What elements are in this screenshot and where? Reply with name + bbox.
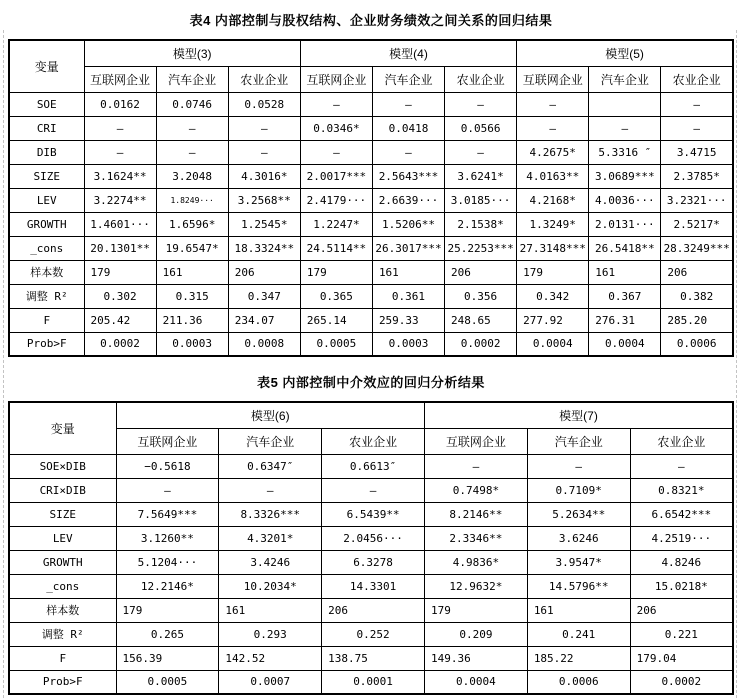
table-row [9,140,733,164]
value-cell: 3.4246 [219,550,322,574]
value-cell: 6.6542*** [630,502,733,526]
company-type-header: 互联网企业 [517,66,589,92]
regression-table-4 [8,39,734,357]
value-cell: 27.3148*** [517,236,589,260]
value-cell: 0.209 [424,622,527,646]
value-cell: 20.1301** [84,236,156,260]
value-cell: 179.04 [630,646,733,670]
value-cell: 4.9836* [424,550,527,574]
variable-column-header: 变量 [9,402,116,454]
value-cell: 161 [589,260,661,284]
value-cell: 10.2034* [219,574,322,598]
row-label: 样本数 [9,598,116,622]
value-cell: — [445,92,517,116]
value-cell: — [156,140,228,164]
value-cell: 3.2274** [84,188,156,212]
company-type-header: 互联网企业 [84,66,156,92]
value-cell: 205.42 [84,308,156,332]
regression-table-5 [8,401,734,695]
value-cell: 277.92 [517,308,589,332]
table-row [9,622,733,646]
value-cell: — [517,116,589,140]
value-cell: 206 [228,260,300,284]
value-cell: 185.22 [527,646,630,670]
value-cell: 179 [300,260,372,284]
company-type-header: 农业企业 [322,428,425,454]
model-group-header: 模型(7) [424,402,733,428]
value-cell: 5.3316 ″ [589,140,661,164]
company-type-header: 汽车企业 [589,66,661,92]
value-cell: 149.36 [424,646,527,670]
row-label: 样本数 [9,260,84,284]
value-cell: 206 [630,598,733,622]
value-cell: 0.221 [630,622,733,646]
value-cell: 276.31 [589,308,661,332]
value-cell: 1.8249··· [156,188,228,212]
value-cell: 4.2168* [517,188,589,212]
value-cell: 179 [517,260,589,284]
row-label: LEV [9,526,116,550]
value-cell: — [661,116,733,140]
model-group-header: 模型(3) [84,40,300,66]
value-cell: 6.5439** [322,502,425,526]
value-cell: — [527,454,630,478]
table-row [9,502,733,526]
value-cell: — [589,116,661,140]
value-cell: 206 [445,260,517,284]
table-row [9,478,733,502]
value-cell: 4.2675* [517,140,589,164]
value-cell: 0.0005 [116,670,219,694]
value-cell: 1.3249* [517,212,589,236]
row-label: F [9,308,84,332]
company-type-header: 互联网企业 [116,428,219,454]
value-cell: 0.0002 [445,332,517,356]
value-cell: 234.07 [228,308,300,332]
value-cell: 3.0689*** [589,164,661,188]
value-cell: 3.2321··· [661,188,733,212]
value-cell: 0.0004 [424,670,527,694]
value-cell: 161 [156,260,228,284]
value-cell: 0.0004 [517,332,589,356]
value-cell: 0.367 [589,284,661,308]
value-cell: 2.0017*** [300,164,372,188]
value-cell: 2.3785* [661,164,733,188]
value-cell: — [84,140,156,164]
table-row [9,670,733,694]
table-row [9,646,733,670]
value-cell: 3.0185··· [445,188,517,212]
value-cell: 2.6639··· [372,188,444,212]
value-cell: 211.36 [156,308,228,332]
table-row [9,188,733,212]
value-cell: 15.0218* [630,574,733,598]
value-cell: — [517,92,589,116]
value-cell: 0.0005 [300,332,372,356]
value-cell: 4.3016* [228,164,300,188]
value-cell: 14.3301 [322,574,425,598]
value-cell: 0.7498* [424,478,527,502]
value-cell: — [156,116,228,140]
row-label: GROWTH [9,550,116,574]
company-type-header: 汽车企业 [156,66,228,92]
model-group-header: 模型(6) [116,402,424,428]
table4-title: 表4 内部控制与股权结构、企业财务绩效之间关系的回归结果 [189,13,553,28]
value-cell: 0.0006 [661,332,733,356]
value-cell: 0.302 [84,284,156,308]
header-row-company-types [9,428,733,454]
value-cell: 14.5796** [527,574,630,598]
company-type-header: 汽车企业 [527,428,630,454]
value-cell: 265.14 [300,308,372,332]
value-cell: — [445,140,517,164]
value-cell [589,92,661,116]
page-margin-guide-left [3,30,4,698]
value-cell: 2.4179··· [300,188,372,212]
value-cell: 1.4601··· [84,212,156,236]
row-label: 调整 R² [9,284,84,308]
value-cell: 0.0008 [228,332,300,356]
value-cell: 3.9547* [527,550,630,574]
company-type-header: 汽车企业 [219,428,322,454]
value-cell: 3.2048 [156,164,228,188]
value-cell: 5.1204··· [116,550,219,574]
value-cell: 4.0163** [517,164,589,188]
value-cell: 3.1624** [84,164,156,188]
row-label: SOE [9,92,84,116]
value-cell: 0.0003 [156,332,228,356]
value-cell: 161 [372,260,444,284]
value-cell: 24.5114** [300,236,372,260]
value-cell: — [84,116,156,140]
value-cell: — [322,478,425,502]
value-cell: 0.293 [219,622,322,646]
value-cell: 0.0002 [630,670,733,694]
value-cell: 0.6347″ [219,454,322,478]
value-cell: 0.265 [116,622,219,646]
value-cell: 26.5418** [589,236,661,260]
row-label: GROWTH [9,212,84,236]
value-cell: 1.5206** [372,212,444,236]
value-cell: 206 [661,260,733,284]
value-cell: 138.75 [322,646,425,670]
value-cell: 2.0456··· [322,526,425,550]
table-row [9,212,733,236]
value-cell: 2.0131··· [589,212,661,236]
value-cell: 0.382 [661,284,733,308]
value-cell: 179 [84,260,156,284]
table-row [9,116,733,140]
value-cell: 0.0418 [372,116,444,140]
row-label: LEV [9,188,84,212]
value-cell: 12.2146* [116,574,219,598]
table-row [9,92,733,116]
value-cell: — [372,140,444,164]
value-cell: 0.315 [156,284,228,308]
row-label: SIZE [9,164,84,188]
variable-column-header: 变量 [9,40,84,92]
value-cell: 259.33 [372,308,444,332]
value-cell: 0.0346* [300,116,372,140]
value-cell: — [228,116,300,140]
value-cell: 3.1260** [116,526,219,550]
value-cell: — [372,92,444,116]
value-cell: 2.5643*** [372,164,444,188]
value-cell: 0.7109* [527,478,630,502]
value-cell: — [300,140,372,164]
value-cell: 0.0007 [219,670,322,694]
value-cell: 3.6246 [527,526,630,550]
company-type-header: 汽车企业 [372,66,444,92]
value-cell: 179 [116,598,219,622]
value-cell: 206 [322,598,425,622]
value-cell: 12.9632* [424,574,527,598]
company-type-header: 农业企业 [228,66,300,92]
value-cell: 156.39 [116,646,219,670]
value-cell: 142.52 [219,646,322,670]
value-cell: — [661,92,733,116]
value-cell: 161 [527,598,630,622]
value-cell: 1.2247* [300,212,372,236]
header-row-models [9,40,733,66]
value-cell: 0.241 [527,622,630,646]
value-cell: — [219,478,322,502]
row-label: Prob>F [9,670,116,694]
value-cell: 0.0002 [84,332,156,356]
value-cell: 161 [219,598,322,622]
value-cell: 28.3249*** [661,236,733,260]
value-cell: 0.0003 [372,332,444,356]
table-row [9,236,733,260]
row-label: _cons [9,236,84,260]
row-label: DIB [9,140,84,164]
value-cell: — [116,478,219,502]
value-cell: 4.0036··· [589,188,661,212]
value-cell: 285.20 [661,308,733,332]
value-cell: 7.5649*** [116,502,219,526]
value-cell: 4.3201* [219,526,322,550]
value-cell: 0.0001 [322,670,425,694]
value-cell: 0.0006 [527,670,630,694]
value-cell: 2.5217* [661,212,733,236]
value-cell: 4.8246 [630,550,733,574]
table-row [9,260,733,284]
value-cell: 6.3278 [322,550,425,574]
value-cell: 0.252 [322,622,425,646]
value-cell: 0.0162 [84,92,156,116]
value-cell: — [300,92,372,116]
value-cell: 0.0746 [156,92,228,116]
header-row-models [9,402,733,428]
table-row [9,574,733,598]
row-label: CRI×DIB [9,478,116,502]
value-cell: — [630,454,733,478]
model-group-header: 模型(5) [517,40,733,66]
value-cell: 1.6596* [156,212,228,236]
value-cell: 248.65 [445,308,517,332]
table-row [9,550,733,574]
company-type-header: 互联网企业 [300,66,372,92]
row-label: 调整 R² [9,622,116,646]
value-cell: 179 [424,598,527,622]
table5-title: 表5 内部控制中介效应的回归分析结果 [257,375,485,390]
value-cell: 3.2568** [228,188,300,212]
table-row [9,308,733,332]
value-cell: 0.6613″ [322,454,425,478]
table-row [9,454,733,478]
value-cell: −0.5618 [116,454,219,478]
model-group-header: 模型(4) [300,40,516,66]
table-row [9,598,733,622]
value-cell: 8.2146** [424,502,527,526]
value-cell: 0.361 [372,284,444,308]
row-label: SOE×DIB [9,454,116,478]
row-label: _cons [9,574,116,598]
value-cell: 0.0004 [589,332,661,356]
value-cell: 2.1538* [445,212,517,236]
page-margin-guide-right [736,30,737,698]
value-cell: 0.0528 [228,92,300,116]
value-cell: 0.365 [300,284,372,308]
value-cell: 18.3324** [228,236,300,260]
value-cell: 8.3326*** [219,502,322,526]
value-cell: 0.0566 [445,116,517,140]
value-cell: 2.3346** [424,526,527,550]
value-cell: 19.6547* [156,236,228,260]
company-type-header: 农业企业 [661,66,733,92]
value-cell: 4.2519··· [630,526,733,550]
header-row-company-types [9,66,733,92]
company-type-header: 互联网企业 [424,428,527,454]
value-cell: — [228,140,300,164]
table-row [9,526,733,550]
value-cell: 26.3017*** [372,236,444,260]
value-cell: 5.2634** [527,502,630,526]
row-label: F [9,646,116,670]
company-type-header: 农业企业 [445,66,517,92]
company-type-header: 农业企业 [630,428,733,454]
row-label: SIZE [9,502,116,526]
row-label: Prob>F [9,332,84,356]
table-row [9,164,733,188]
value-cell: 0.347 [228,284,300,308]
table-row [9,332,733,356]
value-cell: 0.356 [445,284,517,308]
value-cell: 3.4715 [661,140,733,164]
table-row [9,284,733,308]
value-cell: 3.6241* [445,164,517,188]
value-cell: — [424,454,527,478]
value-cell: 0.8321* [630,478,733,502]
value-cell: 25.2253*** [445,236,517,260]
row-label: CRI [9,116,84,140]
value-cell: 1.2545* [228,212,300,236]
value-cell: 0.342 [517,284,589,308]
